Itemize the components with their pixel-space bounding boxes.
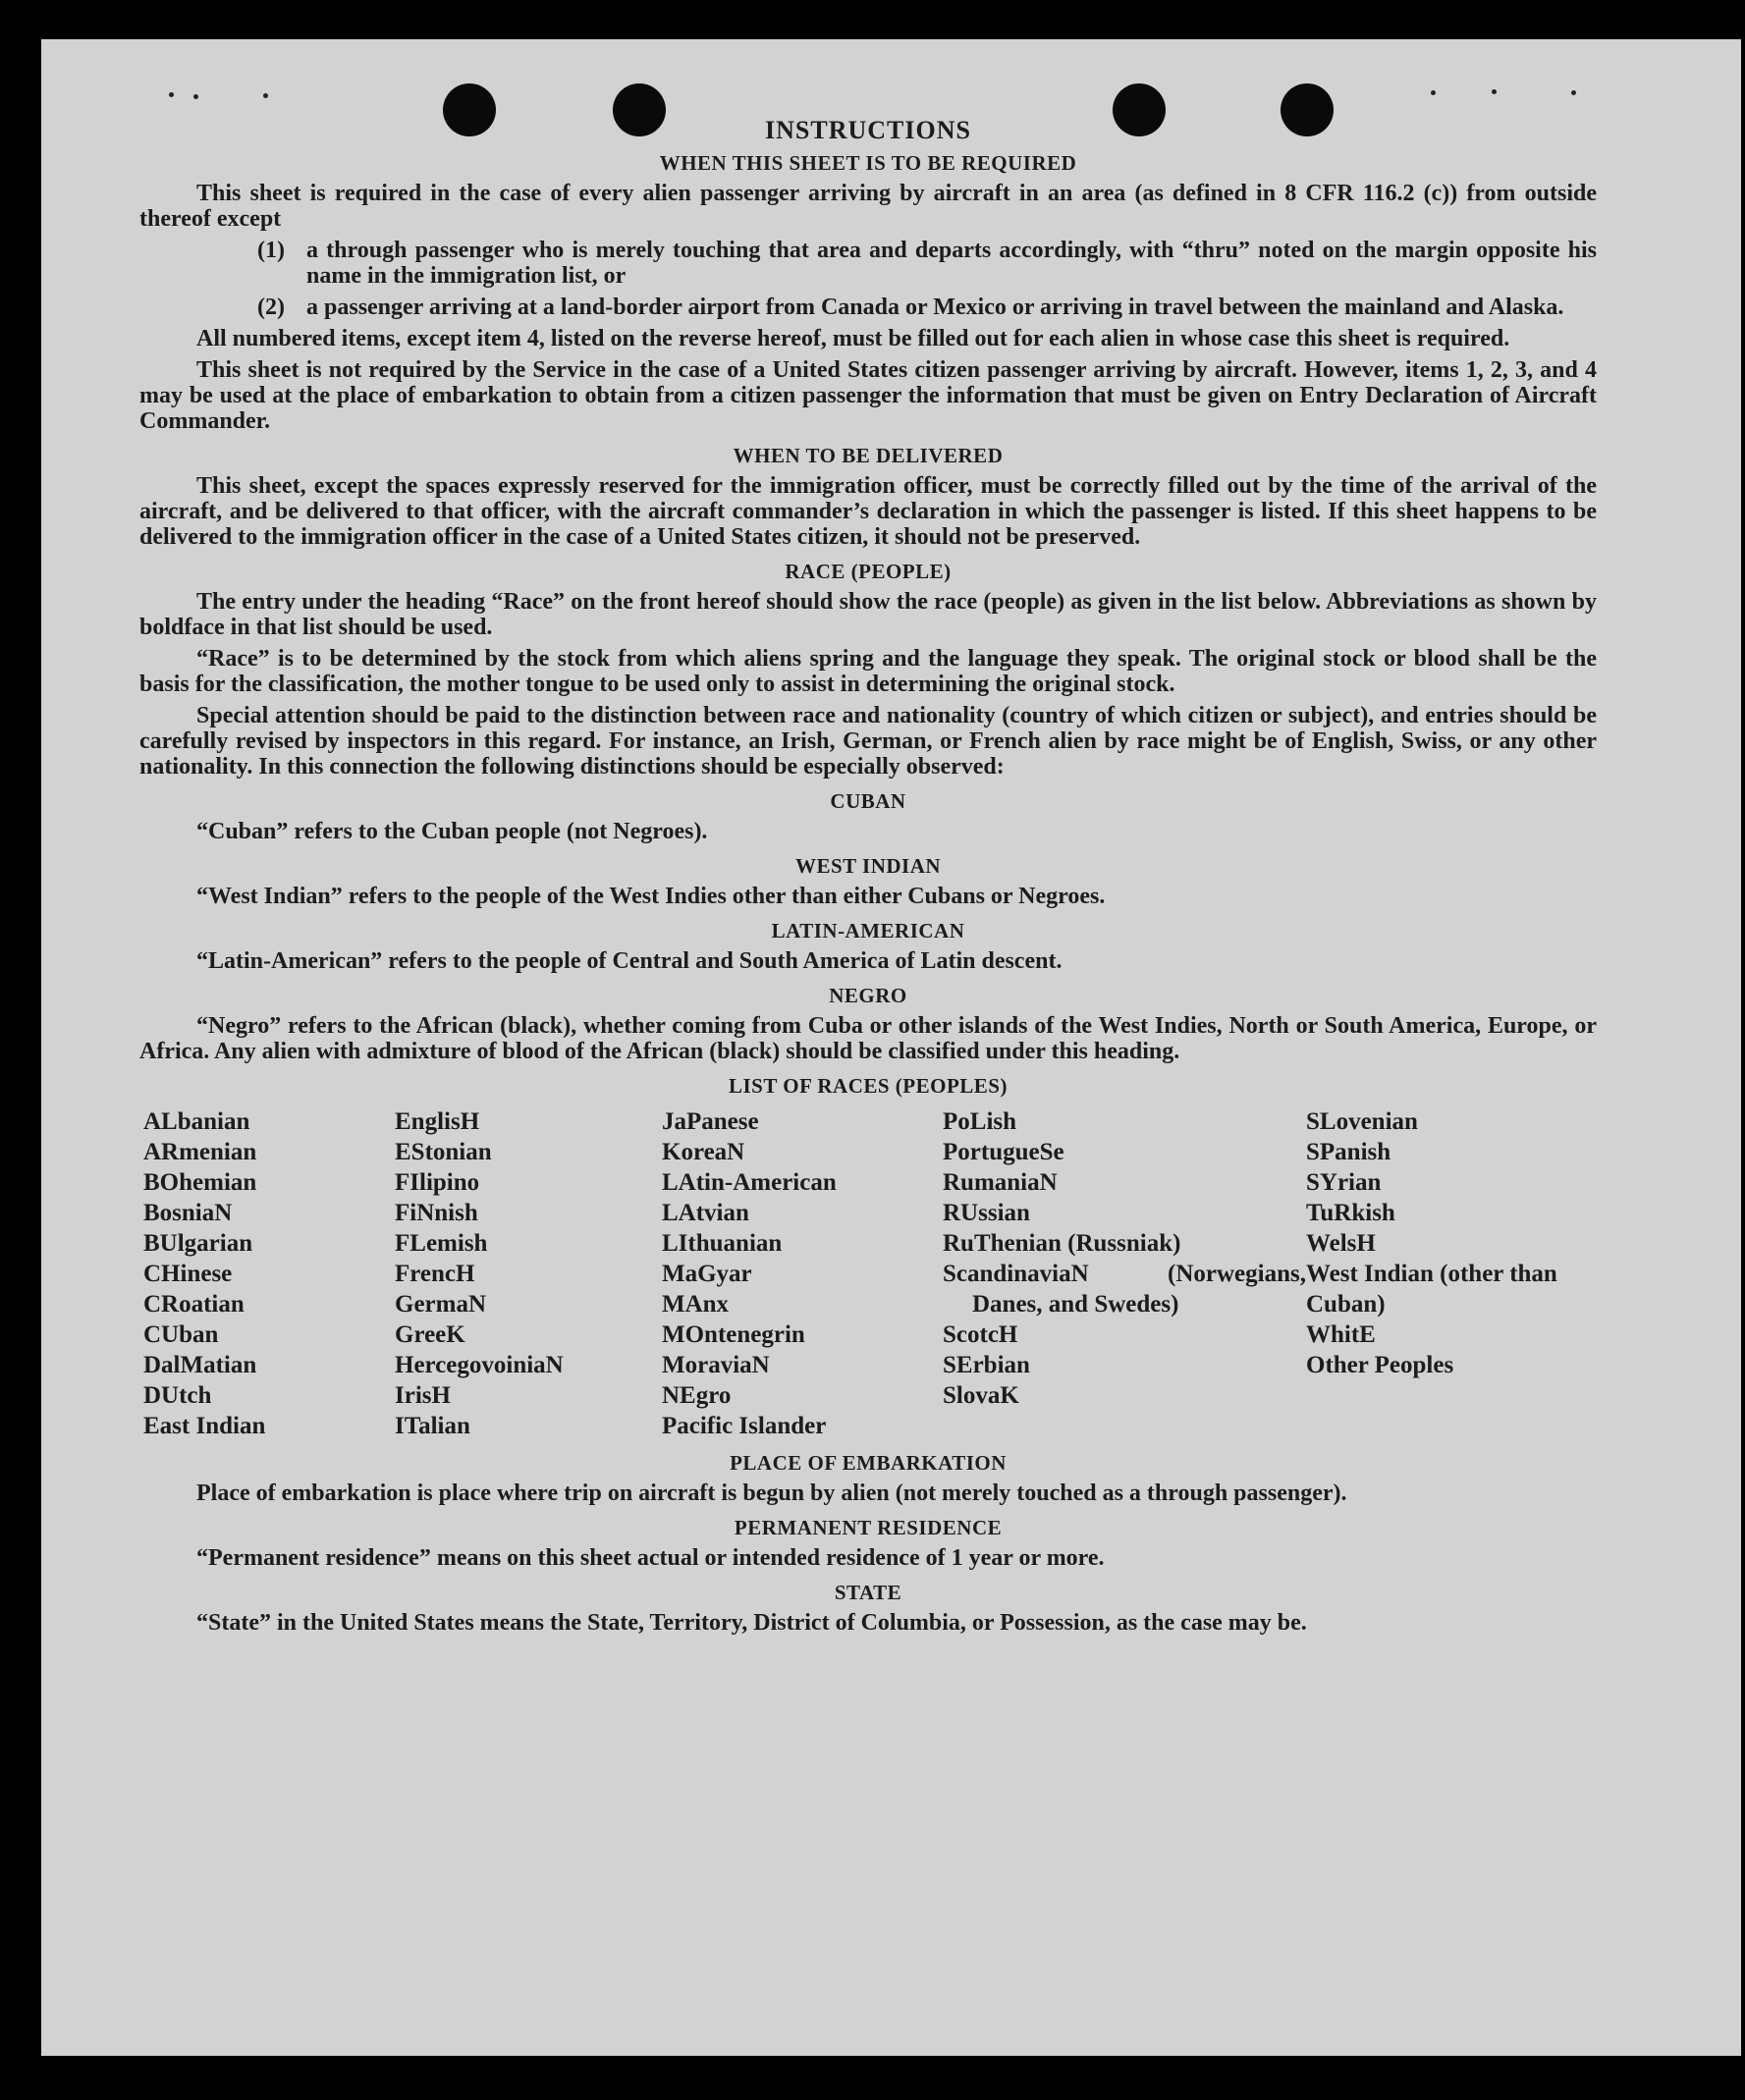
race-entry: DalMatian bbox=[143, 1352, 257, 1378]
race-entry: JaPanese bbox=[662, 1108, 759, 1135]
race-entry: RUssian bbox=[943, 1200, 1030, 1226]
page-title: INSTRUCTIONS bbox=[765, 116, 971, 144]
heading-race: RACE (PEOPLE) bbox=[785, 560, 952, 583]
scan-speck bbox=[1571, 90, 1576, 95]
paragraph: This sheet is required in the case of every alien passenger arriving by aircraft in an area (as defined in 8 CFR 116.2 (c)) from outside thereof except bbox=[139, 181, 1597, 232]
paragraph: “State” in the United States means the State, Territory, District of Columbia, or Possession, as the case may be. bbox=[196, 1610, 1307, 1636]
race-entry: EnglisH bbox=[395, 1108, 480, 1135]
race-entry: PoLish bbox=[943, 1108, 1017, 1135]
item-number: (1) bbox=[257, 238, 285, 263]
heading-when-required: WHEN THIS SHEET IS TO BE REQUIRED bbox=[659, 151, 1077, 175]
race-entry: FIlipino bbox=[395, 1169, 480, 1196]
race-entry: RuThenian (Russniak) bbox=[943, 1230, 1181, 1257]
race-entry: LAtvian bbox=[662, 1200, 749, 1226]
scan-speck bbox=[263, 93, 268, 98]
race-entry: East Indian bbox=[143, 1413, 266, 1439]
race-entry: MAnx bbox=[662, 1291, 730, 1318]
race-entry: LIthuanian bbox=[662, 1230, 783, 1257]
race-entry: West Indian (other than Cuban) bbox=[1306, 1261, 1557, 1318]
race-entry: DUtch bbox=[143, 1382, 212, 1409]
race-entry: IrisH bbox=[395, 1382, 451, 1409]
race-entry: FrencH bbox=[395, 1261, 475, 1287]
paragraph: “Permanent residence” means on this sheet actual or intended residence of 1 year or more. bbox=[196, 1545, 1105, 1571]
item-number: (2) bbox=[257, 295, 285, 320]
paragraph: All numbered items, except item 4, listed on the reverse hereof, must be filled out for each alien in whose case this sheet is required. bbox=[196, 326, 1510, 351]
race-entry: HercegovoiniaN bbox=[395, 1352, 564, 1378]
item-text: a through passenger who is merely touching that area and departs accordingly, with “thru” noted on the margin opposite his name in the immigration list, or bbox=[306, 238, 1597, 289]
race-entry: SPanish bbox=[1306, 1139, 1391, 1165]
race-entry: CRoatian bbox=[143, 1291, 245, 1318]
list-item bbox=[257, 238, 1597, 289]
heading-permanent-residence: PERMANENT RESIDENCE bbox=[734, 1516, 1003, 1539]
races-column bbox=[143, 1106, 395, 1441]
race-entry: BOhemian bbox=[143, 1169, 257, 1196]
heading-list-of-races: LIST OF RACES (PEOPLES) bbox=[729, 1074, 1008, 1098]
instructions-content bbox=[139, 116, 1597, 1642]
race-entry: BosniaN bbox=[143, 1200, 233, 1226]
race-entry: FLemish bbox=[395, 1230, 488, 1257]
paragraph: This sheet, except the spaces expressly reserved for the immigration officer, must be correctly filled out by the time of the arrival of the aircraft, and be delivered to that officer, with the aircraft commander’s declaration in which the passenger is listed. If this sheet happens to be delivered to the immigration officer in the case of a United States citizen, it should not be preserved. bbox=[139, 473, 1597, 550]
race-entry: SlovaK bbox=[943, 1382, 1019, 1409]
paragraph: Special attention should be paid to the distinction between race and nationality (country of which citizen or subject), and entries should be carefully revised by inspectors in this regard. For instance, an Irish, German, or French alien by race might be of English, Swiss, or any other nationality. In this connection the following distinctions should be especially observed: bbox=[139, 703, 1597, 780]
race-entry: EStonian bbox=[395, 1139, 492, 1165]
races-column bbox=[943, 1106, 1306, 1441]
race-entry: GermaN bbox=[395, 1291, 487, 1318]
race-entry: WhitE bbox=[1306, 1321, 1376, 1348]
document-page bbox=[41, 39, 1741, 2056]
paragraph: “Negro” refers to the African (black), whether coming from Cuba or other islands of the West Indies, North or South America, Europe, or Africa. Any alien with admixture of blood of the African (black) should be classified under this heading. bbox=[139, 1013, 1597, 1064]
race-entry: TuRkish bbox=[1306, 1200, 1395, 1226]
list-item bbox=[257, 295, 1597, 320]
heading-place-of-embarkation: PLACE OF EMBARKATION bbox=[730, 1451, 1007, 1475]
scan-speck bbox=[169, 92, 174, 97]
race-entry: GreeK bbox=[395, 1321, 465, 1348]
races-column bbox=[1306, 1106, 1569, 1441]
race-entry: NEgro bbox=[662, 1382, 732, 1409]
races-column bbox=[662, 1106, 943, 1441]
heading-negro: NEGRO bbox=[829, 984, 907, 1007]
heading-state: STATE bbox=[834, 1581, 902, 1604]
race-entry: ALbanian bbox=[143, 1108, 250, 1135]
scan-speck bbox=[1431, 90, 1436, 95]
race-entry: MOntenegrin bbox=[662, 1321, 805, 1348]
race-entry: SYrian bbox=[1306, 1169, 1382, 1196]
race-entry: LAtin-American bbox=[662, 1169, 837, 1196]
race-entry: RumaniaN bbox=[943, 1169, 1058, 1196]
race-entry: ScandinaviaN (Norwegians, Danes, and Swedes) bbox=[943, 1261, 1306, 1318]
race-entry: MaGyar bbox=[662, 1261, 752, 1287]
race-entry: ITalian bbox=[395, 1413, 470, 1439]
race-entry: FiNnish bbox=[395, 1200, 478, 1226]
race-entry: KoreaN bbox=[662, 1139, 745, 1165]
race-entry: SErbian bbox=[943, 1352, 1030, 1378]
race-entry: MoraviaN bbox=[662, 1352, 770, 1378]
race-entry: Other Peoples bbox=[1306, 1352, 1454, 1378]
race-entry: PortugueSe bbox=[943, 1139, 1064, 1165]
item-text: a passenger arriving at a land-border airport from Canada or Mexico or arriving in travel between the mainland and Alaska. bbox=[306, 295, 1564, 320]
paragraph: “West Indian” refers to the people of the West Indies other than either Cubans or Negroes. bbox=[196, 884, 1106, 909]
heading-when-delivered: WHEN TO BE DELIVERED bbox=[733, 444, 1004, 467]
paragraph: Place of embarkation is place where trip on aircraft is begun by alien (not merely touched as a through passenger). bbox=[196, 1481, 1347, 1506]
scan-speck bbox=[1492, 89, 1497, 94]
race-entry: ARmenian bbox=[143, 1139, 257, 1165]
heading-cuban: CUBAN bbox=[830, 789, 906, 813]
scan-speck bbox=[193, 94, 198, 99]
race-entry: SLovenian bbox=[1306, 1108, 1418, 1135]
races-column bbox=[395, 1106, 662, 1441]
race-entry: ScotcH bbox=[943, 1321, 1018, 1348]
paragraph: “Cuban” refers to the Cuban people (not Negroes). bbox=[196, 819, 708, 844]
race-entry: CHinese bbox=[143, 1261, 233, 1287]
race-entry: BUlgarian bbox=[143, 1230, 253, 1257]
race-entry: Pacific Islander bbox=[662, 1413, 827, 1439]
races-list bbox=[143, 1106, 1597, 1441]
paragraph: This sheet is not required by the Service in the case of a United States citizen passenger arriving by aircraft. However, items 1, 2, 3, and 4 may be used at the place of embarkation to obtain from a citizen passenger the information that must be given on Entry Declaration of Aircraft Commander. bbox=[139, 357, 1597, 434]
paragraph: “Race” is to be determined by the stock from which aliens spring and the language they speak. The original stock or blood shall be the basis for the classification, the mother tongue to be used only to assist in determining the original stock. bbox=[139, 646, 1597, 697]
paragraph: The entry under the heading “Race” on the front hereof should show the race (people) as given in the list below. Abbreviations as shown by boldface in that list should be used. bbox=[139, 589, 1597, 640]
paragraph: “Latin-American” refers to the people of Central and South America of Latin descent. bbox=[196, 948, 1063, 974]
heading-latin-american: LATIN-AMERICAN bbox=[771, 919, 965, 942]
heading-west-indian: WEST INDIAN bbox=[794, 854, 942, 878]
race-entry: CUban bbox=[143, 1321, 219, 1348]
race-entry: WelsH bbox=[1306, 1230, 1376, 1257]
